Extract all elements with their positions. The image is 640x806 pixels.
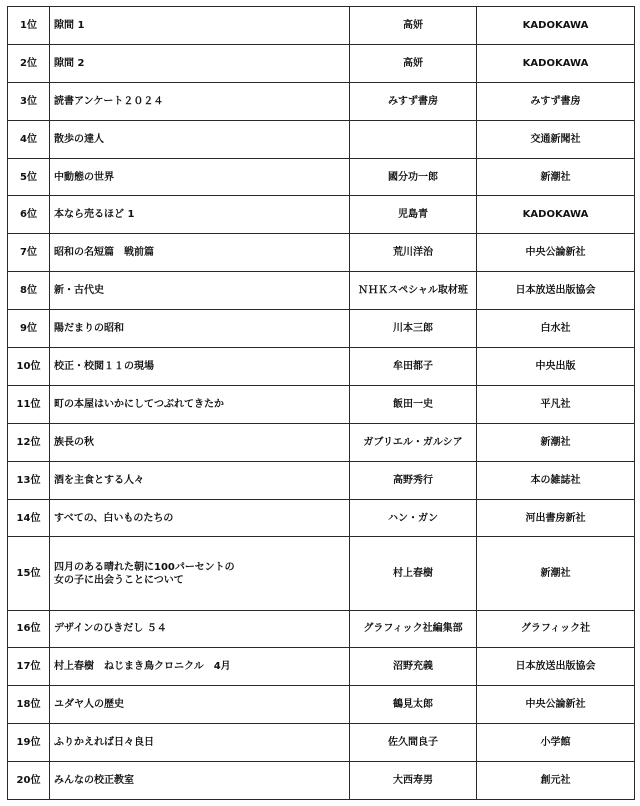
table-row	[8, 348, 635, 386]
title-line: 隙間 1	[54, 19, 85, 31]
rank-cell: 10位	[8, 348, 50, 386]
author-cell: 高野秀行	[350, 461, 477, 499]
author-cell: 國分功一郎	[350, 158, 477, 196]
rank-cell: 5位	[8, 158, 50, 196]
table-row	[8, 762, 635, 800]
publisher-cell: 中央公論新社	[477, 234, 635, 272]
title-line: 町の本屋はいかにしてつぶれてきたか	[54, 398, 224, 410]
ranking-table-body	[8, 7, 635, 800]
publisher-cell: KADOKAWA	[477, 7, 635, 45]
publisher-cell: 新潮社	[477, 537, 635, 610]
rank-cell: 7位	[8, 234, 50, 272]
author-cell: みすず書房	[350, 82, 477, 120]
title-cell	[50, 537, 350, 610]
title-line: 四月のある晴れた朝に100パーセントの	[54, 561, 235, 573]
author-cell: 児島青	[350, 196, 477, 234]
table-row	[8, 120, 635, 158]
title-cell	[50, 120, 350, 158]
author-cell: 川本三郎	[350, 310, 477, 348]
title-line: ふりかえれば日々良日	[54, 737, 154, 749]
title-line: 陽だまりの昭和	[54, 323, 124, 335]
author-cell: 飯田一史	[350, 385, 477, 423]
title-cell	[50, 762, 350, 800]
rank-cell: 9位	[8, 310, 50, 348]
publisher-cell: 河出書房新社	[477, 499, 635, 537]
title-line: 村上春樹 ねじまき鳥クロニクル 4月	[54, 661, 231, 673]
rank-cell: 3位	[8, 82, 50, 120]
rank-cell: 14位	[8, 499, 50, 537]
publisher-cell: KADOKAWA	[477, 44, 635, 82]
table-row	[8, 423, 635, 461]
publisher-cell: 中央公論新社	[477, 686, 635, 724]
author-cell: 鶴見太郎	[350, 686, 477, 724]
publisher-cell: 平凡社	[477, 385, 635, 423]
table-row	[8, 272, 635, 310]
title-cell	[50, 272, 350, 310]
title-cell	[50, 724, 350, 762]
rank-cell: 16位	[8, 610, 50, 648]
rank-cell: 20位	[8, 762, 50, 800]
table-row	[8, 610, 635, 648]
title-line: 読書アンケート２０２４	[54, 95, 164, 107]
author-cell: 高妍	[350, 44, 477, 82]
title-line: 中動態の世界	[54, 171, 114, 183]
author-cell: ハン・ガン	[350, 499, 477, 537]
table-row	[8, 196, 635, 234]
title-cell	[50, 348, 350, 386]
table-row	[8, 686, 635, 724]
rank-cell: 18位	[8, 686, 50, 724]
title-cell	[50, 385, 350, 423]
author-cell: ガブリエル・ガルシア	[350, 423, 477, 461]
title-line: みんなの校正教室	[54, 775, 134, 787]
publisher-cell: 小学館	[477, 724, 635, 762]
title-line: 校正・校閲１１の現場	[54, 360, 154, 372]
author-cell: 牟田都子	[350, 348, 477, 386]
table-row	[8, 158, 635, 196]
table-row	[8, 44, 635, 82]
table-row	[8, 648, 635, 686]
table-row	[8, 234, 635, 272]
title-cell	[50, 7, 350, 45]
title-cell	[50, 461, 350, 499]
rank-cell: 2位	[8, 44, 50, 82]
table-row	[8, 7, 635, 45]
rank-cell: 13位	[8, 461, 50, 499]
author-cell: 沼野充義	[350, 648, 477, 686]
table-row	[8, 537, 635, 610]
publisher-cell: グラフィック社	[477, 610, 635, 648]
ranking-table	[7, 6, 635, 800]
table-row	[8, 385, 635, 423]
author-cell: ＮＨＫスペシャル取材班	[350, 272, 477, 310]
publisher-cell: みすず書房	[477, 82, 635, 120]
rank-cell: 1位	[8, 7, 50, 45]
publisher-cell: 交通新聞社	[477, 120, 635, 158]
publisher-cell: 日本放送出版協会	[477, 648, 635, 686]
title-line: 本なら売るほど 1	[54, 209, 135, 221]
table-row	[8, 499, 635, 537]
rank-cell: 17位	[8, 648, 50, 686]
author-cell: 佐久間良子	[350, 724, 477, 762]
author-cell: 荒川洋治	[350, 234, 477, 272]
title-cell	[50, 196, 350, 234]
publisher-cell: 新潮社	[477, 158, 635, 196]
rank-cell: 19位	[8, 724, 50, 762]
ranking-sheet	[7, 6, 634, 800]
author-cell: 村上春樹	[350, 537, 477, 610]
title-line: 隙間 2	[54, 57, 85, 69]
title-cell	[50, 423, 350, 461]
title-line: 新・古代史	[54, 285, 104, 297]
author-cell	[350, 120, 477, 158]
publisher-cell: 白水社	[477, 310, 635, 348]
table-row	[8, 310, 635, 348]
title-line: 女の子に出会うことについて	[54, 574, 184, 586]
author-cell: グラフィック社編集部	[350, 610, 477, 648]
title-cell	[50, 499, 350, 537]
rank-cell: 4位	[8, 120, 50, 158]
title-cell	[50, 234, 350, 272]
title-cell	[50, 310, 350, 348]
rank-cell: 15位	[8, 537, 50, 610]
rank-cell: 8位	[8, 272, 50, 310]
rank-cell: 12位	[8, 423, 50, 461]
publisher-cell: KADOKAWA	[477, 196, 635, 234]
title-line: デザインのひきだし ５４	[54, 623, 167, 635]
title-cell	[50, 648, 350, 686]
title-line: 散歩の達人	[54, 133, 104, 145]
title-line: すべての、白いものたちの	[54, 512, 174, 524]
table-row	[8, 724, 635, 762]
publisher-cell: 創元社	[477, 762, 635, 800]
table-row	[8, 82, 635, 120]
table-row	[8, 461, 635, 499]
title-line: 族長の秋	[54, 436, 94, 448]
rank-cell: 6位	[8, 196, 50, 234]
rank-cell: 11位	[8, 385, 50, 423]
title-line: 昭和の名短篇 戦前篇	[54, 247, 154, 259]
publisher-cell: 本の雑誌社	[477, 461, 635, 499]
author-cell: 大西寿男	[350, 762, 477, 800]
publisher-cell: 中央出版	[477, 348, 635, 386]
author-cell: 高妍	[350, 7, 477, 45]
title-line: ユダヤ人の歴史	[54, 699, 124, 711]
title-cell	[50, 686, 350, 724]
publisher-cell: 新潮社	[477, 423, 635, 461]
title-cell	[50, 82, 350, 120]
title-line: 酒を主食とする人々	[54, 474, 144, 486]
title-cell	[50, 44, 350, 82]
title-cell	[50, 610, 350, 648]
title-cell	[50, 158, 350, 196]
publisher-cell: 日本放送出版協会	[477, 272, 635, 310]
